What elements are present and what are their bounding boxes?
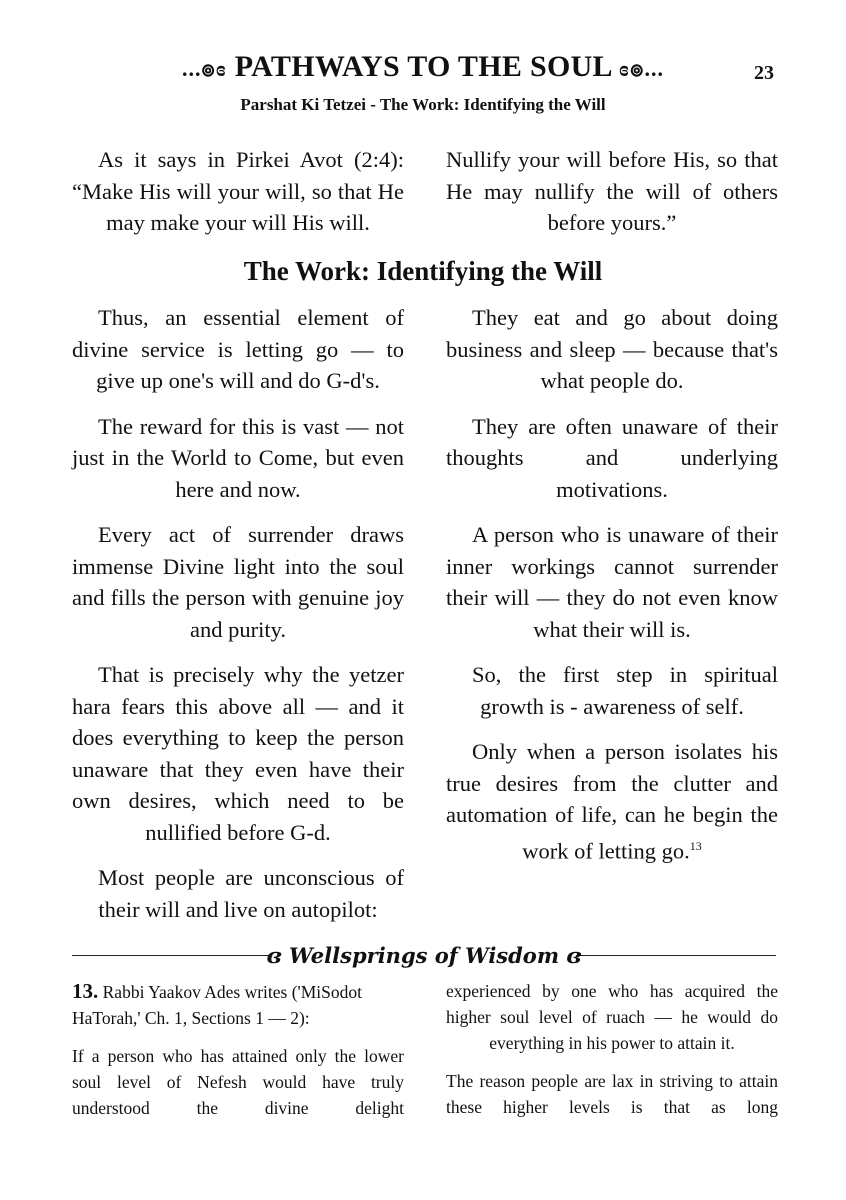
paragraph: The reward for this is vast — not just in the World to Come, but even here and now.: [72, 413, 404, 502]
footnote-text: experienced by one who has acquired the higher soul level of ruach — he would do everything in his power to attain it.: [446, 981, 778, 1053]
footnote-text: If a person who has attained only the lower soul level of Nefesh would have truly understood the divine delight: [72, 1046, 404, 1118]
intro-left: [72, 144, 404, 239]
running-title-text: PATHWAYS TO THE SOUL: [234, 50, 612, 83]
paragraph: Most people are unconscious of their will and live on autopilot:: [98, 865, 404, 922]
intro-right-paragraph: Nullify your will before His, so that He may nullify the will of others before yours.”: [446, 147, 778, 235]
divider-label: ɞ Wellsprings of Wisdom ɞ: [266, 943, 582, 968]
running-title: [0, 50, 846, 86]
footnote-right: [446, 978, 778, 1120]
intro-left-paragraph: As it says in Pirkei Avot (2:4): “Make His will your will, so that He may make your will His will.: [72, 147, 404, 235]
footnote-citation: [72, 978, 404, 1031]
paragraph: That is precisely why the yetzer hara fears this above all — and it does everything to keep the person unaware that they even have their own desires, which need to be nullified before G-d.: [72, 662, 404, 845]
intro-right: [446, 144, 778, 239]
paragraph: A person who is unaware of their inner workings cannot surrender their will — they do not even know what their will is.: [446, 522, 778, 642]
footnote-text: The reason people are lax in striving to attain these higher levels is that as long: [446, 1071, 778, 1117]
section-divider: [72, 943, 776, 967]
footnote-reference[interactable]: 13: [689, 838, 702, 853]
ornament-right-icon: ɞ๏...: [619, 56, 665, 81]
paragraph: They are often unaware of their thoughts and underlying motivations.: [446, 413, 778, 502]
footnote-citation-text: Rabbi Yaakov Ades writes ('MiSodot HaTorah,' Ch. 1, Sections 1 — 2):: [72, 982, 362, 1028]
left-column: [72, 302, 404, 925]
paragraph-with-footnote: [446, 736, 778, 867]
page-header: [0, 50, 846, 90]
ornament-left-icon: ...๏ɞ: [181, 56, 227, 81]
paragraph: They eat and go about doing business and sleep — because that's what people do.: [446, 305, 778, 393]
page-subtitle: Parshat Ki Tetzei - The Work: Identifying the Will: [240, 95, 606, 114]
right-column: [446, 302, 778, 867]
paragraph: Every act of surrender draws immense Divine light into the soul and fills the person with genuine joy and purity.: [72, 522, 404, 642]
footnote-left: [72, 978, 404, 1121]
footnote-number: 13.: [72, 979, 99, 1003]
paragraph-text: Only when a person isolates his true desires from the clutter and automation of life, can he begin the work of letting go.: [446, 739, 778, 863]
page-number: 23: [754, 62, 774, 84]
section-heading: The Work: Identifying the Will: [243, 256, 603, 286]
paragraph: So, the first step in spiritual growth is - awareness of self.: [472, 662, 778, 719]
paragraph: Thus, an essential element of divine service is letting go — to give up one's will and do G-d's.: [72, 305, 404, 393]
